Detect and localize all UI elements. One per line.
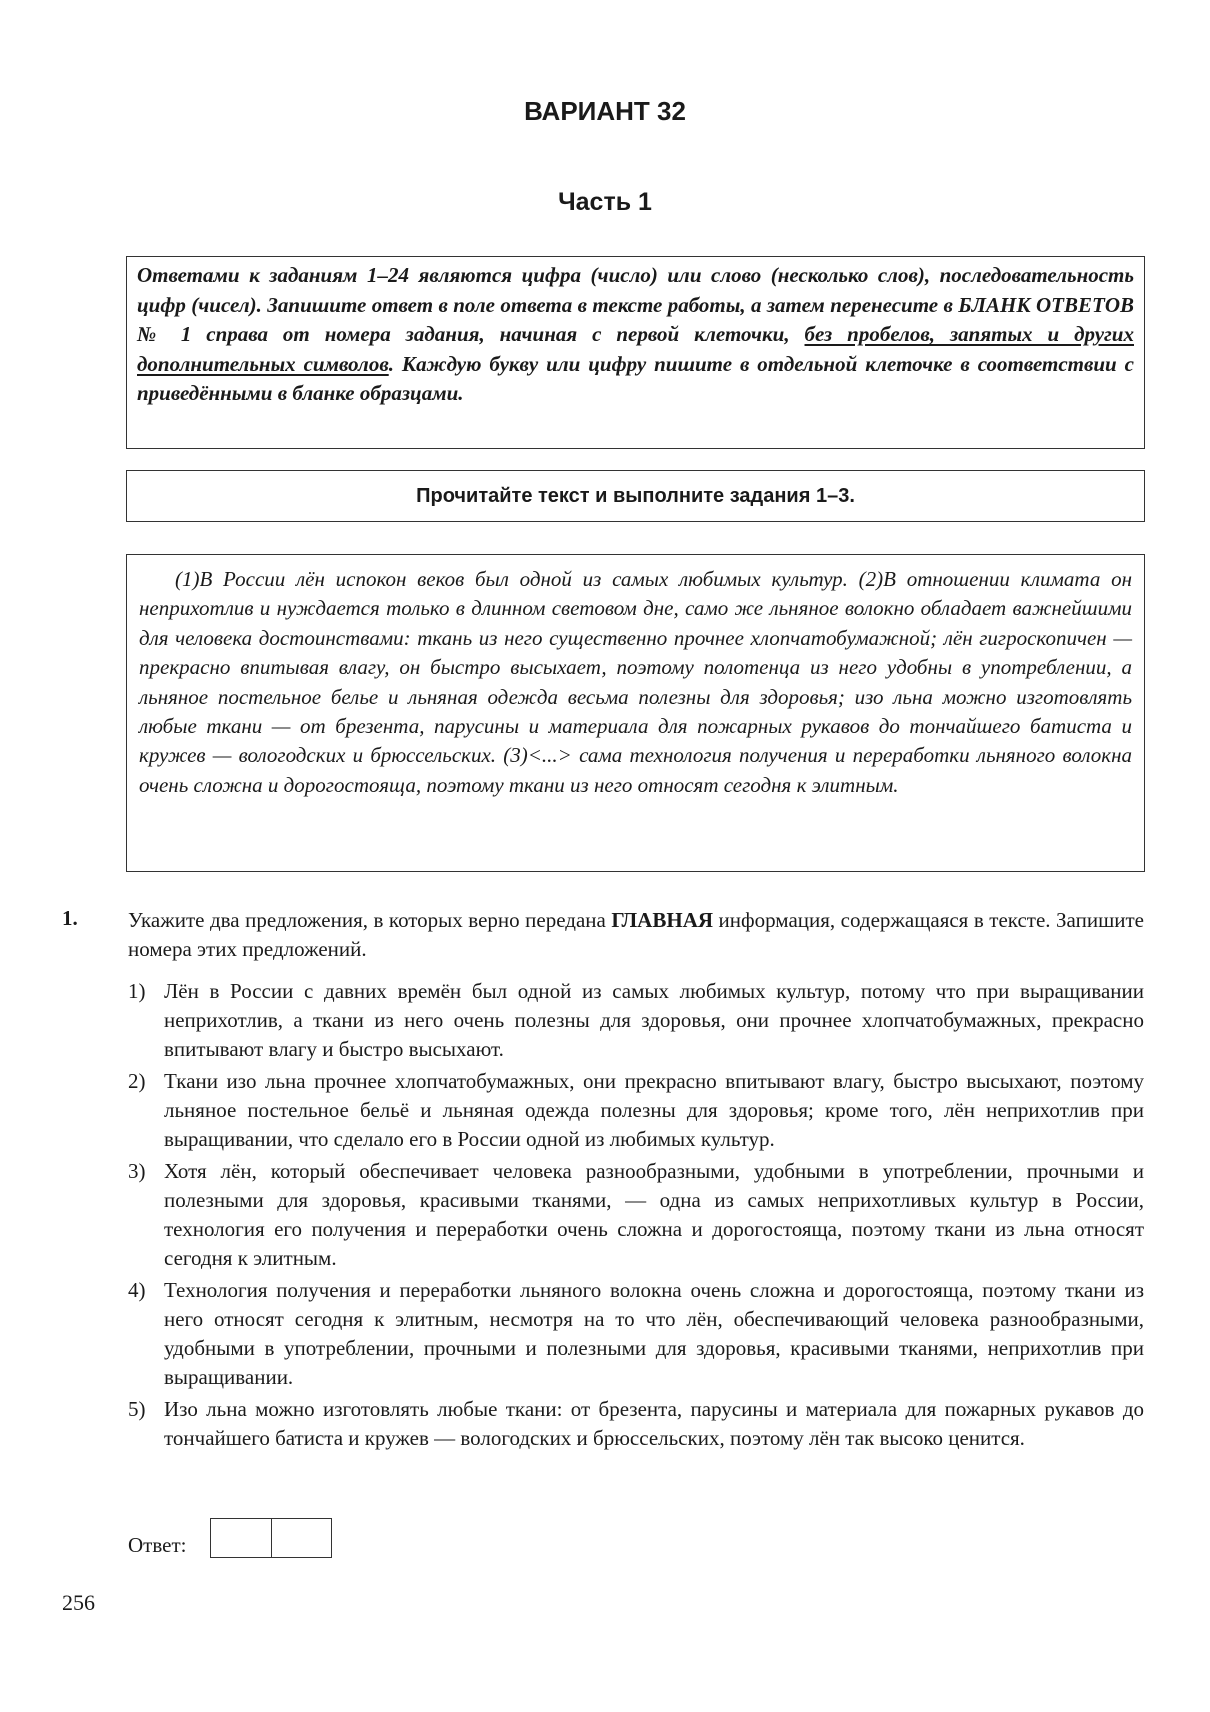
variant-title: ВАРИАНТ 32 [524, 96, 686, 126]
option-text: Технология получения и переработки льняного волокна очень сложна и дорогостояща, поэтому ткани из него относят сегодня к элитным, несмотря на то что лён, обеспечивающий человека разнообразными, удобными в употреблении, прочными и полезными для здоровья, красивыми тканями, неприхотлив при выращивании. [164, 1278, 1144, 1389]
instructions-text [137, 261, 1134, 409]
option-item [128, 1067, 1144, 1154]
option-text: Ткани изо льна прочнее хлопчатобумажных, они прекрасно впитывают влагу, быстро высыхают, поэтому льняное постельное бельё и льняная одежда полезны для здоровья; кроме того, лён неприхотлив при выращивании, что сделало его в России одной из любимых культур. [164, 1069, 1144, 1151]
read-prompt: Прочитайте текст и выполните задания 1–3. [126, 470, 1145, 522]
task-question-bold: ГЛАВНАЯ [611, 908, 714, 932]
option-item [128, 1395, 1144, 1453]
instructions-box [126, 256, 1145, 449]
option-item [128, 1276, 1144, 1392]
instructions-text-start: Ответами к заданиям 1–24 являются цифра (число) или слово (несколько слов), последовательность цифр (чисел). Запишите ответ в поле ответа в тексте работы, а затем перенесите в БЛАНК ОТВЕТОВ № 1 справа от номера задания, начиная с первой клеточки, [137, 263, 1134, 346]
answer-cell[interactable] [211, 1519, 271, 1557]
task-question [128, 906, 1144, 964]
option-number: 5) [128, 1397, 146, 1421]
option-number: 4) [128, 1278, 146, 1302]
option-text: Хотя лён, который обеспечивает человека разнообразными, удобными в употреблении, прочными и полезными для здоровья, красивыми тканями, — одна из самых неприхотливых культур в России, технология его получения и переработки очень сложна и дорогостояща, поэтому ткани из льна относят сегодня к элитным. [164, 1159, 1144, 1270]
answer-field[interactable] [210, 1518, 332, 1558]
option-item [128, 977, 1144, 1064]
page-number: 256 [62, 1590, 95, 1615]
option-text: Лён в России с давних времён был одной из самых любимых культур, потому что при выращивании неприхотлив, а ткани из него очень полезны для здоровья, они прочнее хлопчатобумажных, прекрасно впитывают влагу и быстро высыхают. [164, 979, 1144, 1061]
option-text: Изо льна можно изготовлять любые ткани: от брезента, парусины и материала для пожарных рукавов до тончайшего батиста и кружев — вологодских и брюссельских, поэтому лён так высоко ценится. [164, 1397, 1144, 1450]
option-number: 2) [128, 1069, 146, 1093]
instructions-text-end: . Каждую букву или цифру пишите в отдельной клеточке в соответствии с приведёнными в бланке образцами. [137, 351, 1134, 405]
task-question-start: Укажите два предложения, в которых верно передана [128, 908, 612, 932]
part-title: Часть 1 [558, 188, 652, 216]
option-item [128, 1157, 1144, 1273]
task-number: 1. [62, 906, 78, 930]
instructions-underlined: без пробелов, запятых и других дополнительных символов [137, 322, 1134, 376]
option-number: 1) [128, 979, 146, 1003]
task-question-end: информация, содержащаяся в тексте. Запишите номера этих предложений. [128, 908, 1144, 961]
answer-cell[interactable] [271, 1519, 332, 1557]
passage-text: (1)В России лён испокон веков был одной из самых любимых культур. (2)В отношении климата он неприхотлив и нуждается только в длинном световом дне, само же льняное волокно обладает важнейшими для человека достоинствами: ткань из него существенно прочнее хлопчатобумажной; лён гигроскопичен — прекрасно впитывая влагу, он быстро высыхает, поэтому полотенца из него удобны в употреблении, а льняное постельное белье и льняная одежда весьма полезны для здоровья; изо льна можно изготовлять любые ткани — от брезента, парусины и материала для пожарных рукавов до тончайшего батиста и кружев — вологодских и брюссельских. (3)<...> сама технология получения и переработки льняного волокна очень сложна и дорогостояща, поэтому ткани из него относят сегодня к элитным. [139, 567, 1132, 797]
answer-options [128, 977, 1144, 1456]
answer-label: Ответ: [128, 1533, 187, 1557]
option-number: 3) [128, 1159, 146, 1183]
passage-box [126, 554, 1145, 872]
